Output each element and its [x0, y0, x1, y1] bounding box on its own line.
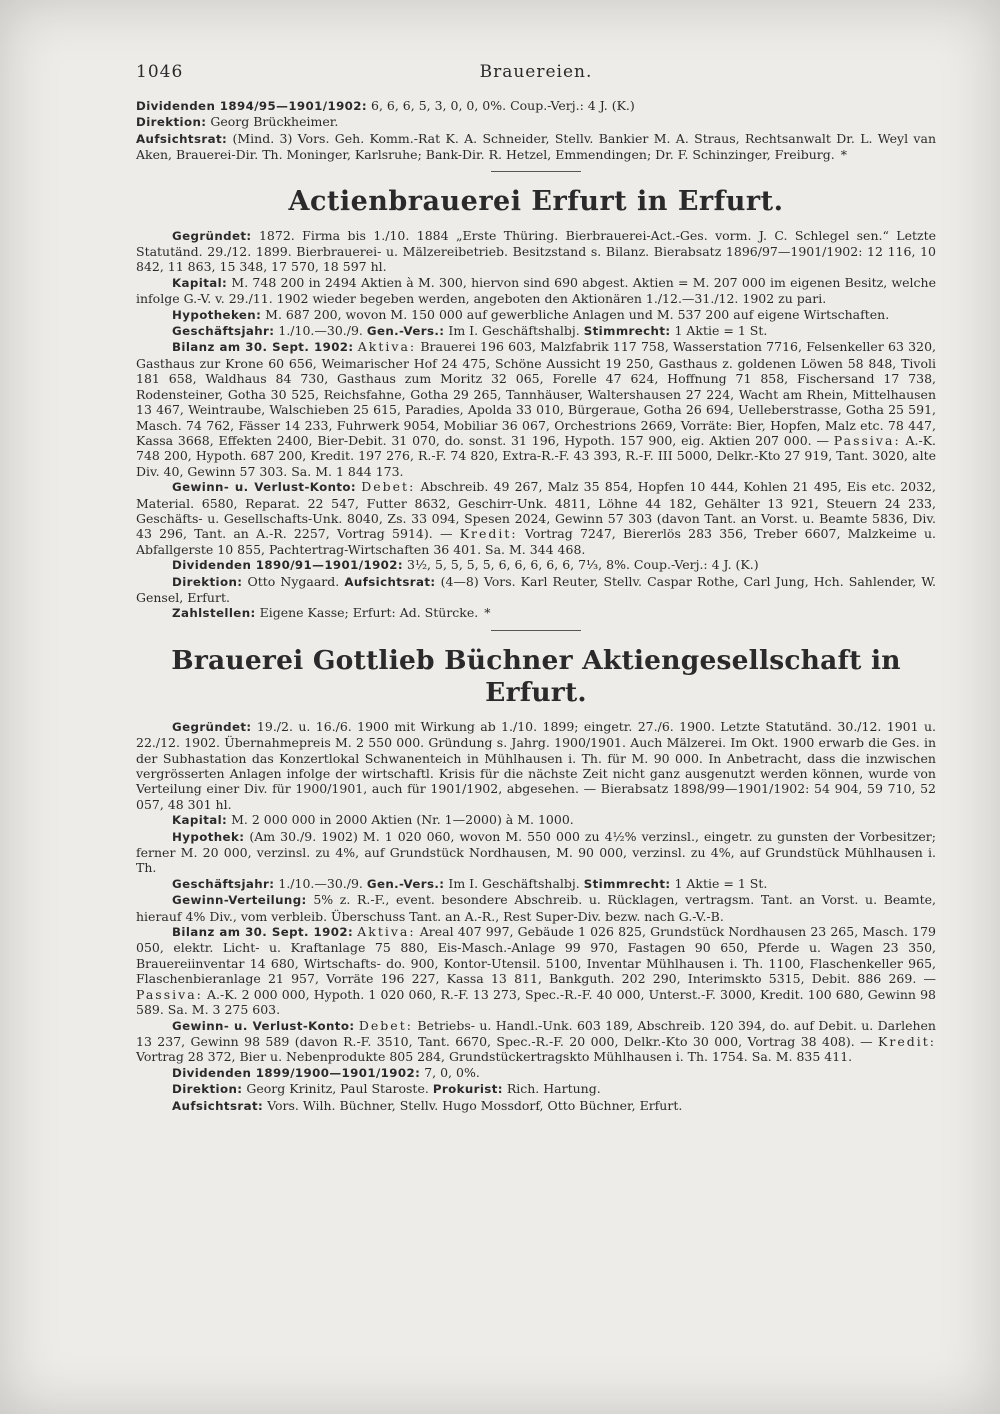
buechner-kapital-label: Kapital: — [172, 813, 228, 828]
erfurt-gegruendet-label: Gegründet: — [172, 228, 252, 243]
buechner-aufsichtsrat-label: Aufsichtsrat: — [172, 1098, 264, 1113]
erfurt-aktiva-word: Aktiva: — [357, 339, 417, 355]
erfurt-kredit-word: Kredit: — [459, 526, 518, 542]
erfurt-kapital-text: M. 748 200 in 2494 Aktien à M. 300, hiervon sind 690 abgest. Aktien = M. 207 000 im eigenen Besitz, welche infolge G.-V. v. 29./11. 1902 wieder begeben werden, angeboten den Aktionären 1./12.—31./12. 1902 zu pari. — [136, 274, 936, 307]
buechner-aktiva-word: Aktiva: — [357, 924, 416, 940]
running-title: Brauereien. — [479, 62, 593, 82]
buechner-direktion-text: Georg Krinitz, Paul Staroste. — [242, 1081, 429, 1097]
erfurt-gegruendet-text: 1872. Firma bis 1./10. 1884 „Erste Thüring. Bierbrauerei-Act.-Ges. vorm. J. C. Schlegel sen.“ Letzte Statutänd. 29./12. 1899. Bierbrauerei- u. Mälzereibetrieb. Besitzstand s. Bilanz. Bierabsatz 1896/97—1901/1902: 12 116, 10 842, 11 863, 15 348, 17 570, 18 597 hl. — [136, 227, 936, 275]
buechner-kapital — [136, 812, 936, 828]
prev-dividenden-label: Dividenden 1894/95—1901/1902: — [136, 99, 368, 113]
erfurt-stimmrecht-text: 1 Aktie = 1 St. — [670, 323, 768, 339]
buechner-aufsichtsrat — [136, 1098, 936, 1114]
prev-direktion — [136, 114, 936, 130]
prev-dividenden-text: 6, 6, 6, 5, 3, 0, 0, 0%. Coup.-Verj.: 4 J. (K.) — [367, 98, 635, 113]
page-number: 1046 — [136, 62, 184, 82]
erfurt-bilanz-label: Bilanz am 30. Sept. 1902: — [172, 340, 354, 355]
erfurt-genvers-label: Gen.-Vers.: — [366, 324, 445, 339]
buechner-genvers-label: Gen.-Vers.: — [366, 876, 445, 891]
erfurt-zahlstellen — [136, 605, 936, 621]
buechner-geschaeftsjahr — [136, 876, 936, 892]
erfurt-passiva-word: Passiva: — [833, 432, 901, 448]
buechner-kredit-word: Kredit: — [878, 1033, 936, 1049]
buechner-dividenden-text: 7, 0, 0%. — [420, 1064, 480, 1080]
buechner-gewinnverteilung-label: Gewinn-Verteilung: — [172, 893, 307, 908]
buechner-geschaeftsjahr-label: Geschäftsjahr: — [172, 876, 275, 891]
erfurt-kapital — [136, 275, 936, 307]
buechner-prokurist-label: Prokurist: — [432, 1082, 503, 1097]
erfurt-bilanz — [136, 339, 936, 479]
erfurt-end-star: * — [484, 605, 491, 621]
erfurt-stimmrecht-label: Stimmrecht: — [583, 324, 671, 339]
erfurt-gegruendet — [136, 228, 936, 275]
erfurt-title: Actienbrauerei Erfurt in Erfurt. — [288, 185, 784, 217]
prev-aufsichtsrat-text: (Mind. 3) Vors. Geh. Komm.-Rat K. A. Schneider, Stellv. Bankier M. A. Straus, Rechtsanwalt Dr. L. Weyl van Aken, Brauerei-Dir. Th. Moninger, Karlsruhe; Bank-Dir. R. Hetzel, Emmendingen; Dr. F. Schinzinger, Freiburg. — [136, 130, 936, 163]
buechner-debet-word: Debet: — [358, 1017, 413, 1033]
buechner-bilanz-passiva: A.-K. 2 000 000, Hypoth. 1 020 060, R.-F. 13 273, Spec.-R.-F. 40 000, Unterst.-F. 3000, Kredit. 100 680, Gewinn 98 589. Sa. M. 3 275 603. — [136, 986, 936, 1018]
buechner-dividenden — [136, 1065, 936, 1081]
erfurt-geschaeftsjahr-label: Geschäftsjahr: — [172, 324, 275, 339]
erfurt-bilanz-passiva: A.-K. 748 200, Hypoth. 687 200, Kredit. 197 276, R.-F. 74 820, Extra-R.-F. 43 393, R.-F. III 5000, Delkr.-Kto 27 919, Tant. 3020, alte Div. 40, Gewinn 57 303. Sa. M. 1 844 173. — [136, 432, 937, 479]
buechner-guv-kredit: Vortrag 28 372, Bier u. Nebenprodukte 805 284, Grundstückertragskto Mühlhausen i. Th. 1754. Sa. M. 835 411. — [136, 1049, 853, 1065]
buechner-direktion — [136, 1081, 936, 1097]
buechner-bilanz-label: Bilanz am 30. Sept. 1902: — [172, 925, 354, 940]
buechner-stimmrecht-text: 1 Aktie = 1 St. — [670, 875, 768, 891]
erfurt-dividenden — [136, 557, 936, 573]
page-body — [136, 98, 936, 1114]
buechner-bilanz-aktiva: Areal 407 997, Gebäude 1 026 825, Grundstück Nordhausen 23 265, Masch. 179 050, elektr. Licht- u. Kraftanlage 75 880, Eis-Masch.-Anlage 99 970, Fastagen 90 650, Pferde u. Wagen 23 350, Brauereiinventar 14 680, Wirtschafts- do. 900, Kontor-Utensil. 5100, Inventar Mühlhausen i. Th. 1100, Flaschenkeller 965, Flaschenbieranlage 21 957, Vorräte 196 227, Kassa 13 811, Bankguth. 202 290, Interimskto 5315, Debit. 886 269. — — [136, 924, 936, 987]
buechner-genvers-text: Im I. Geschäftshalbj. — [444, 875, 580, 891]
buechner-guv-label: Gewinn- u. Verlust-Konto: — [172, 1018, 355, 1033]
prev-aufsichtsrat-label: Aufsichtsrat: — [136, 131, 228, 146]
erfurt-guv-label: Gewinn- u. Verlust-Konto: — [172, 480, 357, 495]
buechner-hypothek-label: Hypothek: — [172, 829, 245, 844]
buechner-kapital-text: M. 2 000 000 in 2000 Aktien (Nr. 1—2000) à M. 1000. — [227, 812, 574, 828]
page-header — [136, 62, 936, 86]
buechner-gewinnverteilung-text: 5% z. R.-F., event. besondere Abschreib. u. Rücklagen, vertragsm. Tant. an Vorst. u. Beamte, hierauf 4% Div., vom verbleib. Überschuss Tant. an A.-R., Rest Super-Div. bezw. nach G.-V.-B. — [136, 892, 936, 924]
erfurt-aufsichtsrat-text: (4—8) Vors. Karl Reuter, Stellv. Caspar Rothe, Carl Jung, Hch. Sahlender, W. Gensel, Erfurt. — [136, 573, 936, 605]
buechner-gegruendet-label: Gegründet: — [172, 719, 252, 734]
erfurt-genvers-text: Im I. Geschäftshalbj. — [444, 323, 580, 339]
erfurt-guv-debet: Abschreib. 49 267, Malz 35 854, Hopfen 10 444, Kohlen 21 495, Eis etc. 2032, Material. 6580, Reparat. 22 547, Futter 8632, Geschirr-Unk. 4811, Löhne 44 182, Gehälter 13 921, Steuern 24 233, Geschäfts- u. Gesellschafts-Unk. 8040, Zs. 33 094, Spesen 2024, Gewinn 57 303 (davon Tant. an Vorst. u. Beamte 5836, Div. 43 296, Tant. an A.-R. 2257, Vortrag 5914). — — [136, 479, 936, 542]
buechner-gegruendet — [136, 719, 936, 812]
erfurt-direktion-text: Otto Nygaard. — [242, 573, 340, 589]
prev-aufsichtsrat — [136, 131, 936, 163]
erfurt-geschaeftsjahr — [136, 323, 936, 339]
prev-dividenden — [136, 98, 936, 114]
buechner-aufsichtsrat-text: Vors. Wilh. Büchner, Stellv. Hugo Mossdorf, Otto Büchner, Erfurt. — [263, 1097, 683, 1113]
erfurt-bilanz-aktiva: Brauerei 196 603, Malzfabrik 117 758, Wasserstation 7716, Felsenkeller 63 320, Gasthaus zur Krone 60 656, Weimarischer Hof 24 475, Schöne Aussicht 19 250, Gasthaus z. goldenen Löwen 58 848, Tivoli 181 658, Waldhaus 84 730, Gasthaus zum Moritz 32 065, Forelle 47 624, Hoffnung 71 858, Fischersand 17 738, Rodensteiner, Gotha 30 525, Reichsfahne, Gotha 29 265, Tannhäuser, Waltershausen 27 224, Wacht am Rhein, Mittelhausen 13 467, Weintraube, Walschieben 25 615, Paradies, Apolda 33 010, Bürgeraue, Gotha 26 694, Uelleberstrasse, Gotha 25 591, Masch. 74 762, Fässer 14 233, Fuhrwerk 9054, Mobiliar 36 067, Orchestrions 2669, Vorräte: Bier, Hopfen, Malz etc. 78 447, Kassa 3668, Effekten 2400, Bier-Debit. 31 070, do. sonst. 31 196, Hypoth. 157 900, eig. Aktien 207 000. — — [136, 339, 936, 448]
buechner-guv — [136, 1018, 936, 1065]
erfurt-kapital-label: Kapital: — [172, 275, 228, 290]
erfurt-zahlstellen-label: Zahlstellen: — [172, 606, 256, 621]
buechner-hypothek — [136, 829, 936, 876]
buechner-prokurist-text: Rich. Hartung. — [502, 1081, 601, 1097]
erfurt-geschaeftsjahr-text: 1./10.—30./9. — [274, 323, 363, 339]
buechner-dividenden-label: Dividenden 1899/1900—1901/1902: — [172, 1065, 421, 1080]
buechner-gewinnverteilung — [136, 892, 936, 924]
erfurt-debet-word: Debet: — [361, 479, 416, 495]
prev-end-star: * — [840, 147, 847, 163]
buechner-geschaeftsjahr-text: 1./10.—30./9. — [274, 875, 363, 891]
buechner-bilanz — [136, 924, 936, 1017]
erfurt-dividenden-label: Dividenden 1890/91—1901/1902: — [172, 558, 404, 573]
erfurt-hypotheken-text: M. 687 200, wovon M. 150 000 auf gewerbliche Anlagen und M. 537 200 auf eigene Wirtschaften. — [261, 306, 890, 322]
erfurt-dividenden-text: 3½, 5, 5, 5, 5, 6, 6, 6, 6, 6, 7⅓, 8%. Coup.-Verj.: 4 J. (K.) — [403, 557, 759, 573]
buechner-guv-debet: Betriebs- u. Handl.-Unk. 603 189, Abschreib. 120 394, do. auf Debit. u. Darlehen 13 237, Gewinn 98 589 (davon R.-F. 3510, Tant. 6670, Spec.-R.-F. 20 000, Delkr.-Kto 30 000, Vortrag 38 408). — — [136, 1017, 936, 1049]
buechner-direktion-label: Direktion: — [172, 1082, 243, 1097]
buechner-stimmrecht-label: Stimmrecht: — [583, 876, 671, 891]
buechner-gegruendet-text: 19./2. u. 16./6. 1900 mit Wirkung ab 1./10. 1899; eingetr. 27./6. 1900. Letzte Statutänd. 30./12. 1901 u. 22./12. 1902. Übernahmepreis M. 2 550 000. Gründung s. Jahrg. 1900/1901. Auch Mälzerei. Im Okt. 1900 erwarb die Ges. in der Subhastation das Konzertlokal Schwanenteich in Mühlhausen i. Th. für M. 90 000. In Anbetracht, dass die inzwischen vergrösserten Anlagen infolge der wirtschaftl. Krisis für die nächste Zeit nicht ganz ausgenutzt werden können, wurde von Verteilung einer Div. für 1900/1901, auch für 1901/1902, abgesehen. — Bierabsatz 1898/99—1901/1902: 54 904, 59 710, 52 057, 48 301 hl. — [136, 718, 936, 812]
section-divider — [491, 630, 581, 631]
prev-direktion-text: Georg Brückheimer. — [206, 114, 339, 130]
erfurt-direktion-label: Direktion: — [172, 574, 243, 589]
buechner-title: Brauerei Gottlieb Büchner Aktiengesellschaft in Erfurt. — [171, 644, 901, 708]
buechner-hypothek-text: (Am 30./9. 1902) M. 1 020 060, wovon M. 550 000 zu 4½% verzinsl., eingetr. zu gunsten der Vorbesitzer; ferner M. 20 000, verzinsl. zu 4%, auf Grundstück Nordhausen, M. 90 000, verzinsl. zu 4%, auf Grundstück Mühlhausen i. Th. — [136, 828, 936, 876]
erfurt-aufsichtsrat-label: Aufsichtsrat: — [344, 574, 436, 589]
prev-direktion-label: Direktion: — [136, 115, 207, 130]
erfurt-hypotheken — [136, 307, 936, 323]
erfurt-direktion — [136, 574, 936, 606]
erfurt-guv — [136, 479, 936, 557]
erfurt-guv-kredit: Vortrag 7247, Biererlös 283 356, Treber 6607, Malzkeime u. Abfallgerste 10 855, Pachtertrag-Wirtschaften 36 401. Sa. M. 344 468. — [136, 526, 936, 557]
erfurt-hypotheken-label: Hypotheken: — [172, 307, 262, 322]
section-divider — [491, 171, 581, 172]
erfurt-zahlstellen-text: Eigene Kasse; Erfurt: Ad. Stürcke. — [255, 605, 479, 621]
buechner-passiva-word: Passiva: — [136, 986, 203, 1002]
